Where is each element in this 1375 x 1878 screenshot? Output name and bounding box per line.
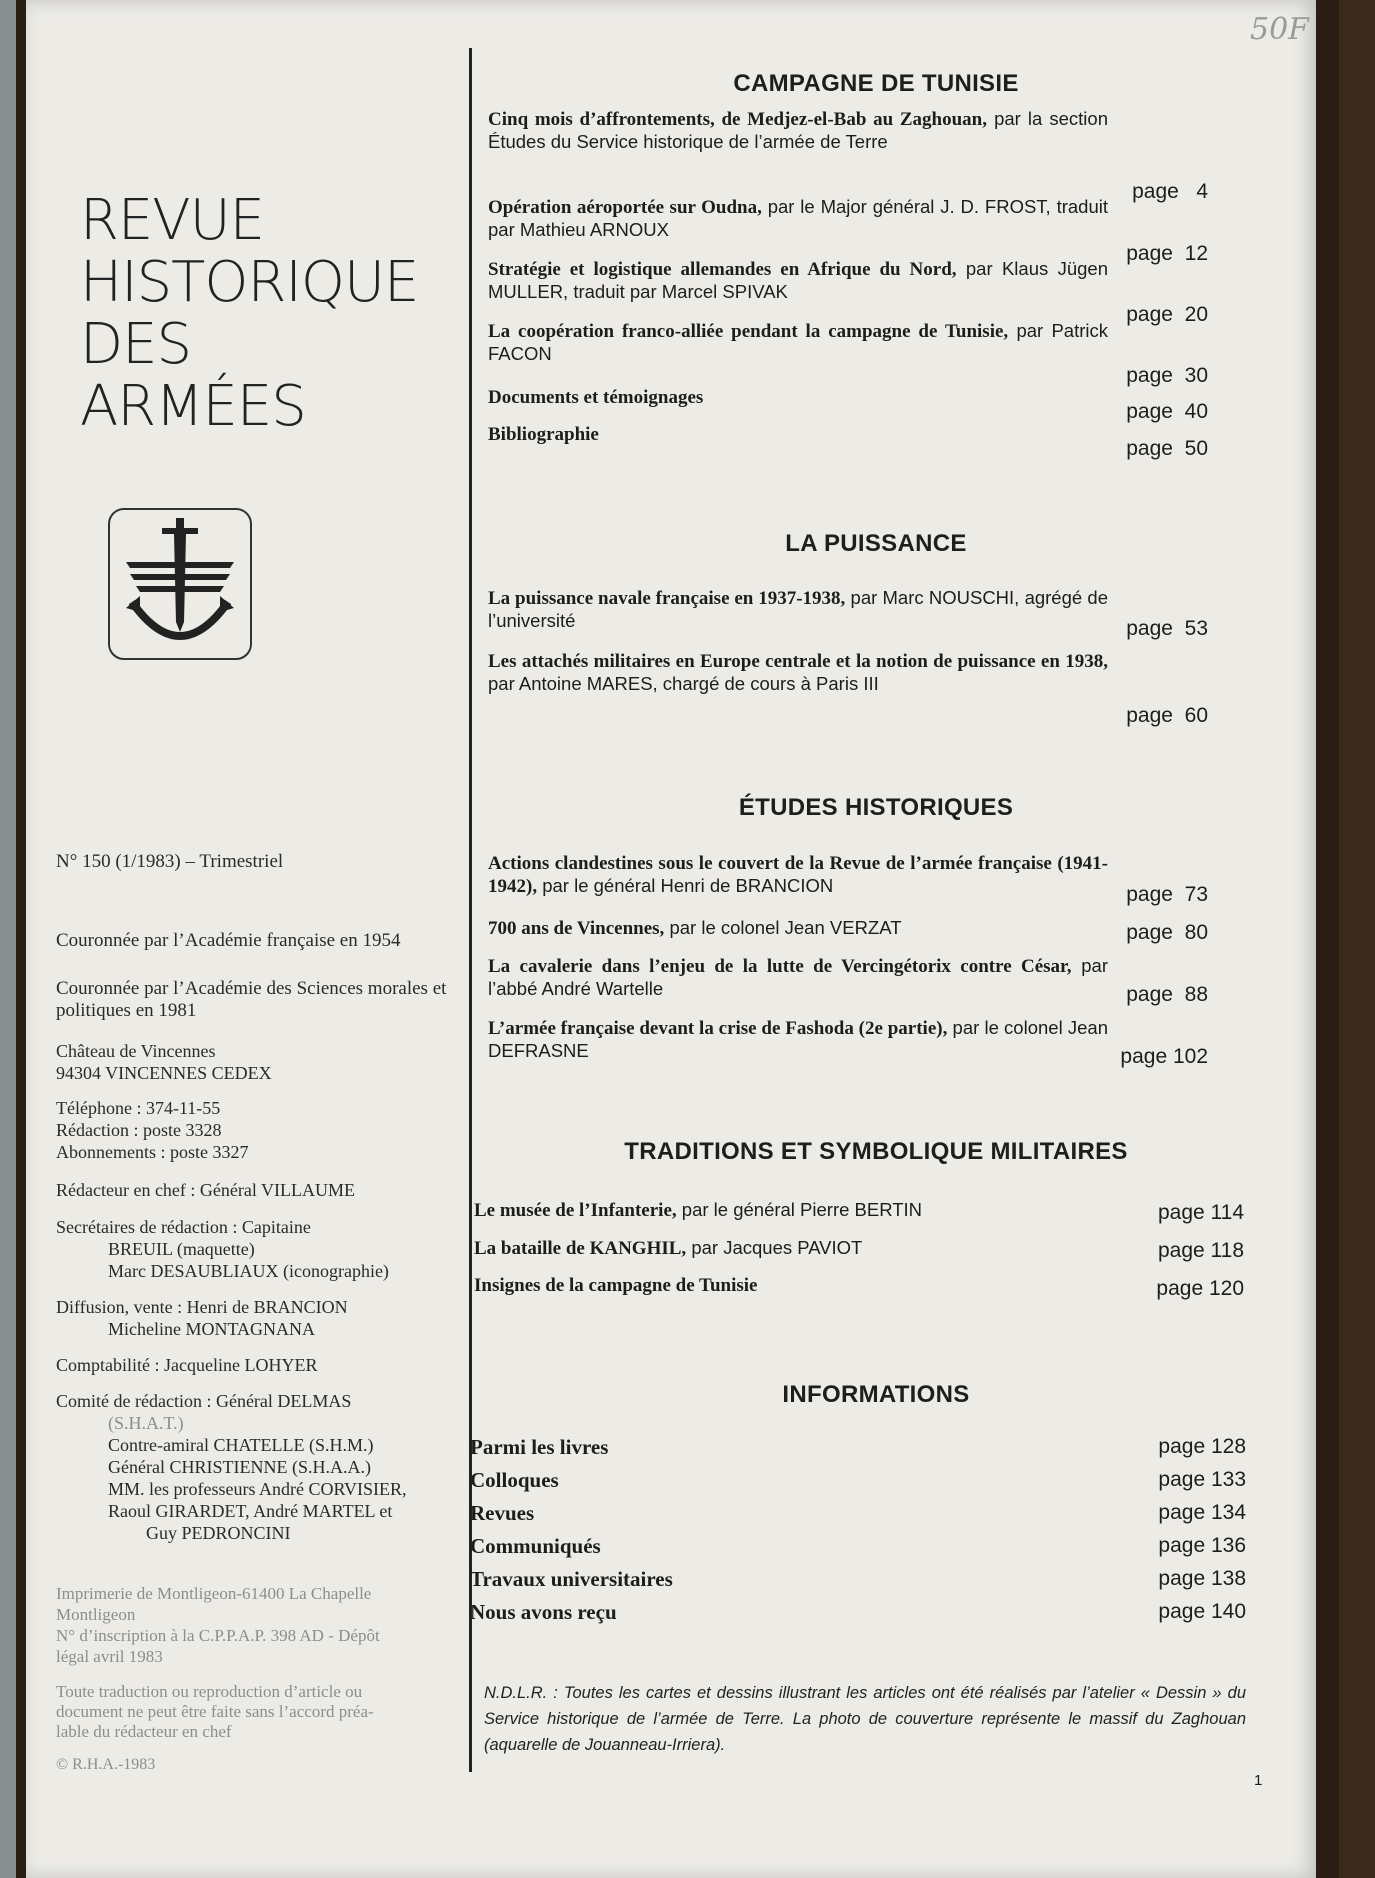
printer-block (56, 1583, 456, 1667)
page-ref: page 138 (1158, 1567, 1246, 1590)
rights-block (56, 1682, 456, 1742)
article-author: par la section Études du Service historique de l’armée de Terre (488, 108, 1108, 152)
article-title: Actions clandestines sous le couvert de la Revue de l’armée française (1941-1942), (488, 853, 1108, 897)
toc-entry (488, 853, 1208, 906)
article-title: Bibliographie (488, 424, 599, 445)
list-item (470, 1435, 1246, 1468)
committee-line: Contre-amiral CHATELLE (S.H.M.) (108, 1435, 374, 1455)
page-ref: page 133 (1158, 1468, 1246, 1491)
section-title: ÉTUDES HISTORIQUES (738, 794, 1014, 821)
page-ref: page 136 (1158, 1534, 1246, 1557)
phone-line: Téléphone : 374-11-55 (56, 1098, 221, 1118)
issue-number: N° 150 (1/1983) – Trimestriel (56, 851, 284, 872)
item-label: Communiqués (470, 1534, 601, 1558)
item-label: Travaux universitaires (470, 1567, 673, 1591)
background-table (1339, 0, 1375, 1878)
item-label: Colloques (470, 1468, 559, 1492)
subscriptions-line: Abonnements : poste 3327 (56, 1142, 249, 1162)
award-1954: Couronnée par l’Académie française en 1954 (56, 930, 401, 951)
page-ref: page 128 (1158, 1435, 1246, 1458)
committee-block (56, 1390, 456, 1544)
page-ref: page 30 (1126, 364, 1208, 387)
article-author: par le Major général J. D. FROST, traduit par Mathieu ARNOUX (488, 196, 1108, 240)
toc-entry (474, 1275, 1244, 1300)
page-ref: page 40 (1126, 400, 1208, 423)
toc-entry (488, 650, 1208, 727)
copyright: © R.H.A.-1983 (56, 1756, 156, 1773)
title-line: HISTORIQUE (80, 250, 419, 315)
toc-entry (488, 196, 1208, 265)
committee-line: Comité de rédaction : Général DELMAS (56, 1391, 352, 1411)
printer-line: N° d’inscription à la C.P.P.A.P. 398 AD - Dépôt (56, 1626, 380, 1645)
article-title: Insignes de la campagne de Tunisie (474, 1275, 758, 1296)
page-ref: page 134 (1158, 1501, 1246, 1524)
article-title: Stratégie et logistique allemandes en Afrique du Nord, (488, 259, 957, 280)
toc-entry (488, 1017, 1208, 1068)
article-author: par le général Pierre BERTIN (676, 1199, 923, 1220)
list-item (470, 1600, 1246, 1633)
article-author: par Antoine MARES, chargé de cours à Paris III (488, 673, 879, 694)
page-ref: page 88 (1126, 983, 1208, 1006)
contact-block (56, 1097, 456, 1163)
page-ref: page 60 (1126, 704, 1208, 727)
address-line: 94304 VINCENNES CEDEX (56, 1063, 272, 1083)
page-ref: page 12 (1126, 242, 1208, 265)
toc-entry (488, 387, 1208, 423)
toc-entry (488, 587, 1208, 640)
toc-entry (474, 1199, 1244, 1222)
article-title: La cavalerie dans l’enjeu de la lutte de Vercingétorix contre César, (488, 956, 1072, 977)
diffusion-line: Micheline MONTAGNANA (108, 1319, 316, 1339)
article-title: Le musée de l’Infanterie, (474, 1200, 677, 1221)
page-ref: page 102 (1120, 1045, 1208, 1068)
committee-line: Général CHRISTIENNE (S.H.A.A.) (108, 1457, 371, 1477)
page-ref: page 80 (1126, 921, 1208, 944)
toc-entry (488, 917, 1208, 944)
article-title: La puissance navale française en 1937-1938, (488, 588, 846, 609)
title-line: REVUE (80, 188, 264, 253)
page-ref: page 50 (1126, 437, 1208, 460)
committee-line: Guy PEDRONCINI (146, 1523, 291, 1543)
magazine-page (26, 0, 1316, 1878)
toc-entry (488, 955, 1208, 1006)
page-ref: page 73 (1126, 883, 1208, 906)
page-ref: page 53 (1126, 617, 1208, 640)
printer-line: Montligeon (56, 1605, 136, 1624)
toc-entry (488, 320, 1208, 387)
committee-line: Raoul GIRARDET, André MARTEL et (108, 1501, 393, 1521)
article-title: La bataille de KANGHIL, (474, 1238, 687, 1259)
toc-entry (488, 108, 1208, 203)
section-title: LA PUISSANCE (785, 530, 967, 557)
editor-note: N.D.L.R. : Toutes les cartes et dessins illustrant les articles ont été réalisés par l’atelier « Dessin » du Service historique de l’armée de Terre. La photo de couverture représente le massif du Zaghouan (aquarelle de Jouanneau-Irriera). (484, 1684, 1246, 1754)
section-title: CAMPAGNE DE TUNISIE (733, 70, 1019, 97)
toc-entry (488, 258, 1208, 326)
article-author: par le colonel Jean DEFRASNE (488, 1017, 1108, 1061)
article-title: La coopération franco-alliée pendant la campagne de Tunisie, (488, 321, 1009, 342)
article-author: par Patrick FACON (488, 320, 1108, 364)
secretaries-block (56, 1216, 456, 1282)
page-ref: page 118 (1157, 1239, 1244, 1262)
diffusion-line: Diffusion, vente : Henri de BRANCION (56, 1297, 348, 1317)
redaction-line: Rédaction : poste 3328 (56, 1120, 222, 1140)
info-list (470, 1435, 1246, 1633)
address-line: Château de Vincennes (56, 1041, 216, 1061)
list-item (470, 1534, 1246, 1567)
article-title: 700 ans de Vincennes, (488, 918, 665, 939)
toc-entry (488, 424, 1208, 460)
list-item (470, 1501, 1246, 1534)
article-author: par le colonel Jean VERZAT (664, 917, 902, 938)
accounting-line: Comptabilité : Jacqueline LOHYER (56, 1355, 318, 1375)
page-ref: page 114 (1157, 1201, 1244, 1224)
article-title: L’armée française devant la crise de Fashoda (2e partie), (488, 1018, 948, 1039)
item-label: Revues (470, 1501, 535, 1525)
printer-line: Imprimerie de Montligeon-61400 La Chapelle (56, 1584, 372, 1603)
handwritten-note: 50F (1250, 12, 1309, 47)
page-ref: page 120 (1156, 1277, 1244, 1300)
address-block (56, 1040, 456, 1084)
article-author: par Marc NOUSCHI, agrégé de l’université (488, 587, 1108, 631)
section-title: TRADITIONS ET SYMBOLIQUE MILITAIRES (624, 1138, 1128, 1165)
article-author: par Jacques PAVIOT (686, 1237, 863, 1258)
article-title: Opération aéroportée sur Oudna, (488, 197, 762, 218)
diffusion-block (56, 1296, 456, 1340)
page-edge (0, 0, 16, 1878)
magazine-title (80, 190, 418, 438)
title-line: DES (80, 312, 192, 377)
title-line: ARMÉES (80, 374, 306, 439)
page-ref: page 140 (1158, 1600, 1246, 1623)
secretaries-line: BREUIL (maquette) (108, 1239, 255, 1259)
article-author: par Klaus Jügen MULLER, traduit par Marcel SPIVAK (488, 258, 1108, 302)
article-title: Cinq mois d’affrontements, de Medjez-el-Bab au Zaghouan, (488, 109, 987, 130)
list-item (470, 1468, 1246, 1501)
page-ref: page 4 (1132, 180, 1208, 203)
committee-line: (S.H.A.T.) (108, 1413, 184, 1433)
page-ref: page 20 (1126, 303, 1208, 326)
printer-line: légal avril 1983 (56, 1647, 163, 1666)
article-title: Documents et témoignages (488, 387, 704, 408)
award-1981: Couronnée par l’Académie des Sciences morales et politiques en 1981 (56, 978, 447, 1021)
rights-line: lable du rédacteur en chef (56, 1722, 232, 1741)
list-item (470, 1567, 1246, 1600)
item-label: Parmi les livres (470, 1435, 609, 1459)
anchor-sword-logo-icon (108, 508, 252, 660)
secretaries-line: Secrétaires de rédaction : Capitaine (56, 1217, 311, 1237)
article-author: par l’abbé André Wartelle (488, 955, 1108, 999)
article-title: Les attachés militaires en Europe centrale et la notion de puissance en 1938, (488, 651, 1108, 672)
committee-line: MM. les professeurs André CORVISIER, (108, 1479, 407, 1499)
rights-line: document ne peut être faite sans l’accord préa- (56, 1702, 374, 1721)
section-title: INFORMATIONS (782, 1381, 970, 1408)
rights-line: Toute traduction ou reproduction d’article ou (56, 1682, 363, 1701)
chief-editor: Rédacteur en chef : Général VILLAUME (56, 1180, 356, 1200)
article-author: par le général Henri de BRANCION (537, 875, 834, 896)
page-number: 1 (1254, 1772, 1263, 1789)
item-label: Nous avons reçu (470, 1600, 617, 1624)
toc-entry (474, 1237, 1244, 1260)
secretaries-line: Marc DESAUBLIAUX (iconographie) (108, 1261, 389, 1281)
